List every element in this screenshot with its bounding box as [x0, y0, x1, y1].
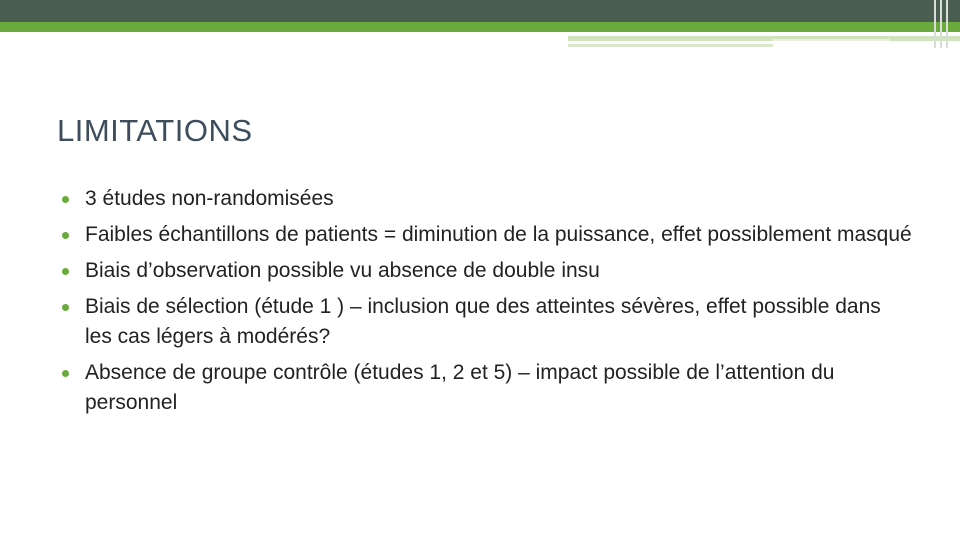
- bullet-item: [62, 358, 912, 418]
- header-green-bar: [0, 22, 960, 32]
- bullet-text: Biais d’observation possible vu absence de double insu: [85, 259, 600, 282]
- header-accent-line: [568, 36, 960, 41]
- bullet-text: Absence de groupe contrôle (études 1, 2 et 5) – impact possible de l’attention du personnel: [85, 361, 835, 414]
- header-edge-lines: [930, 0, 960, 48]
- bullet-text: 3 études non-randomisées: [85, 187, 334, 210]
- bullet-dot-icon: [62, 304, 69, 311]
- header-dark-bar: [0, 0, 960, 22]
- bullet-item: [62, 184, 912, 214]
- bullet-list: [62, 184, 912, 424]
- header-accent-line: [568, 44, 773, 47]
- bullet-dot-icon: [62, 196, 69, 203]
- header-accent-line: [772, 39, 890, 41]
- bullet-item: [62, 256, 912, 286]
- bullet-text: Faibles échantillons de patients = diminution de la puissance, effet possiblement masqué: [85, 223, 912, 246]
- bullet-item: [62, 220, 912, 250]
- bullet-text: Biais de sélection (étude 1 ) – inclusion que des atteintes sévères, effet possible dans les cas légers à modérés?: [85, 295, 881, 348]
- bullet-item: [62, 292, 912, 352]
- slide-title: LIMITATIONS: [57, 113, 253, 148]
- bullet-dot-icon: [62, 370, 69, 377]
- bullet-dot-icon: [62, 232, 69, 239]
- bullet-dot-icon: [62, 268, 69, 275]
